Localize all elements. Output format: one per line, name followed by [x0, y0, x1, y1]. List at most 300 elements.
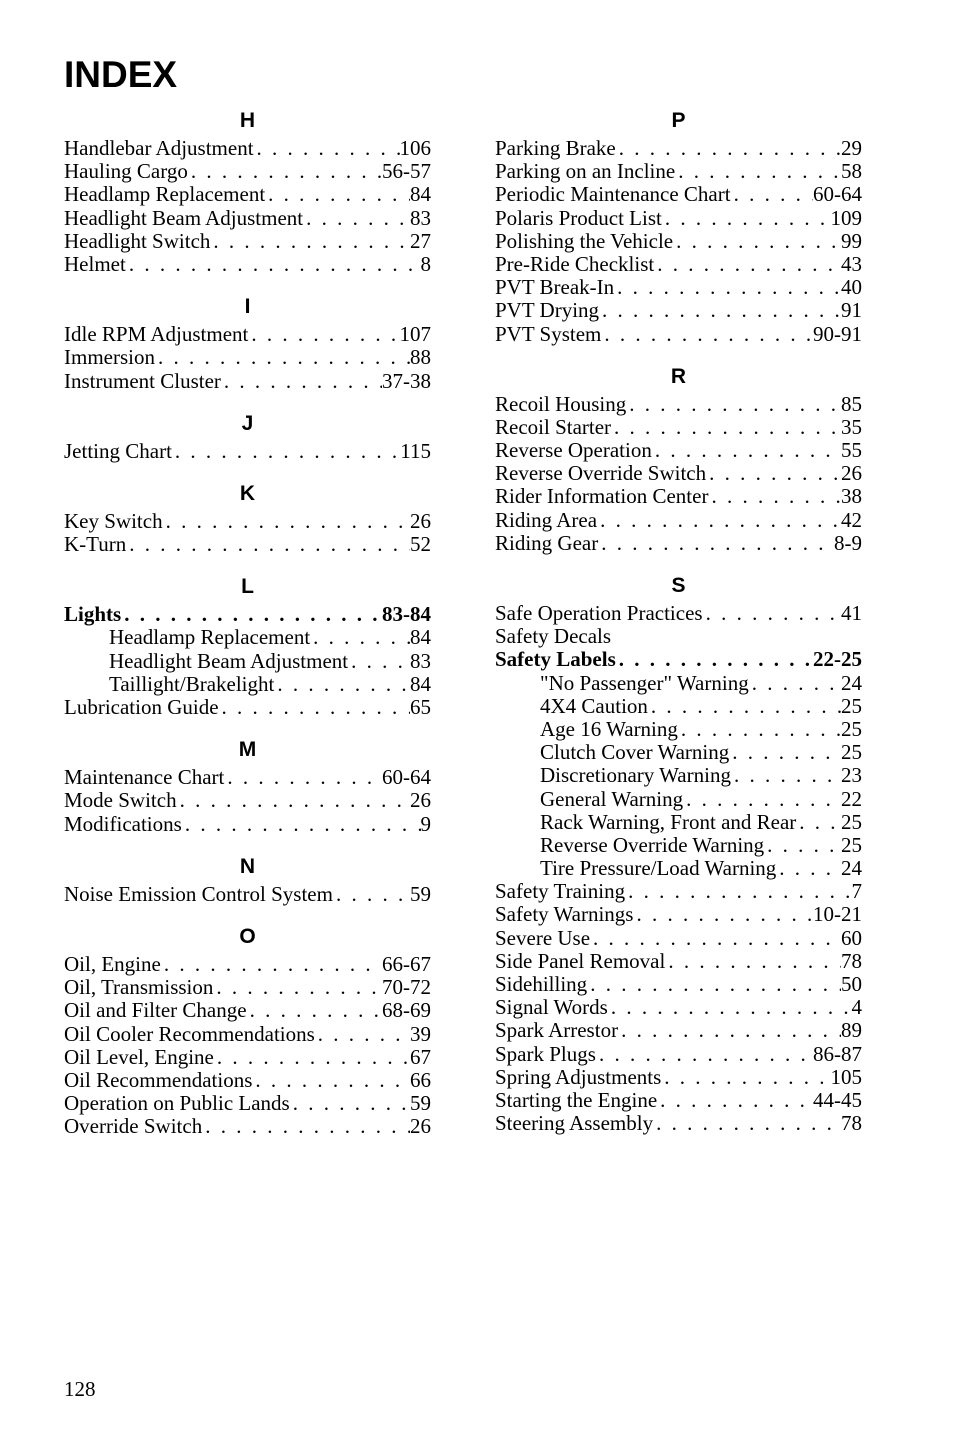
index-subentry [495, 718, 862, 741]
entry-pages: 65 [410, 696, 431, 719]
entry-pages: 59 [410, 1092, 431, 1116]
entry-label: Periodic Maintenance Chart [495, 183, 731, 207]
section-letter: I [244, 295, 251, 319]
entry-label: Rack Warning, Front and Rear [540, 810, 797, 834]
entry-label: Handlebar Adjustment [64, 137, 254, 160]
entry-label: Reverse Override Switch [495, 462, 707, 486]
index-section [64, 407, 431, 463]
entry-pages: 44-45 [813, 1088, 862, 1112]
entry-pages: 25 [841, 717, 862, 741]
entry-label: Starting the Engine [495, 1088, 658, 1112]
index-column-left [64, 104, 431, 1138]
index-entry [64, 766, 431, 789]
dot-leader [121, 603, 382, 626]
index-entry [64, 230, 431, 253]
entry-pages: 22 [841, 787, 862, 811]
entry-label: Reverse Operation [495, 439, 652, 463]
entry-label: Parking on an Incline [495, 160, 676, 184]
entry-list [64, 440, 431, 463]
entry-label: Oil Recommendations [64, 1068, 253, 1092]
index-entry [64, 370, 431, 393]
entry-label: Spark Arrestor [495, 1019, 619, 1043]
dot-leader [654, 253, 841, 276]
dot-leader [652, 439, 841, 462]
dot-leader [290, 1092, 410, 1115]
index-section [64, 104, 431, 276]
entry-pages: 25 [841, 810, 862, 834]
dot-leader [315, 1023, 410, 1046]
dot-leader [163, 510, 410, 533]
index-entry [64, 1046, 431, 1069]
index-entry [495, 416, 862, 439]
index-entry [64, 1069, 431, 1092]
entry-pages: 52 [410, 533, 431, 557]
dot-leader [673, 230, 841, 253]
dot-leader [587, 973, 841, 996]
entry-pages: 68-69 [382, 999, 431, 1023]
entry-pages: 41 [841, 602, 862, 625]
entry-label: Headlight Beam Adjustment [64, 206, 304, 230]
dot-leader [626, 393, 841, 416]
entry-pages: 89 [841, 1019, 862, 1043]
dot-leader [596, 1043, 813, 1066]
entry-label: Lights [64, 603, 122, 627]
dot-leader [303, 207, 410, 230]
dot-leader [172, 440, 400, 463]
index-subentry [495, 834, 862, 857]
entry-label: Sidehilling [495, 973, 588, 996]
section-letter: P [671, 109, 686, 132]
entry-pages: 9 [420, 812, 431, 836]
entry-label: PVT System [495, 322, 602, 346]
index-entry [64, 999, 431, 1022]
section-spacer [64, 393, 431, 407]
dot-leader [611, 416, 841, 439]
entry-label: Oil Level, Engine [64, 1045, 214, 1069]
entry-pages: 25 [841, 833, 862, 857]
entry-label: Taillight/Brakelight [109, 672, 275, 696]
index-entry [495, 1089, 862, 1112]
index-section [495, 104, 862, 346]
entry-list [495, 393, 862, 555]
entry-label: Spring Adjustments [495, 1065, 662, 1089]
entry-pages: 26 [841, 462, 862, 486]
entry-label: Hauling Cargo [64, 160, 188, 184]
entry-label: Steering Assembly [495, 1112, 654, 1136]
entry-label: Pre-Ride Checklist [495, 252, 655, 276]
entry-pages: 60 [841, 926, 862, 950]
index-section [64, 290, 431, 393]
index-subentry [64, 626, 431, 649]
index-subentry [495, 672, 862, 695]
index-entry [64, 883, 431, 906]
entry-label: Instrument Cluster [64, 369, 221, 393]
dot-leader [633, 903, 813, 926]
dot-leader [776, 857, 841, 880]
entry-label: Mode Switch [64, 789, 177, 813]
entry-label: Noise Emission Control System [64, 882, 333, 906]
entry-label: Discretionary Warning [540, 764, 731, 788]
dot-leader [219, 696, 410, 719]
index-entry [495, 973, 862, 996]
entry-label: Headlight Beam Adjustment [109, 649, 349, 673]
dot-leader [601, 323, 813, 346]
index-entry [495, 299, 862, 322]
index-entry [64, 346, 431, 369]
entry-pages: 27 [410, 229, 431, 253]
entry-label: General Warning [540, 787, 684, 811]
index-entry [64, 813, 431, 836]
section-spacer [495, 555, 862, 569]
entry-pages: 78 [841, 949, 862, 973]
entry-label: Modifications [64, 812, 182, 836]
entry-pages: 10-21 [813, 903, 862, 927]
index-subentry [495, 764, 862, 787]
entry-label: Side Panel Removal [495, 949, 666, 973]
section-spacer [64, 719, 431, 733]
index-section [495, 360, 862, 555]
dot-leader [731, 183, 813, 206]
dot-leader [706, 462, 841, 485]
entry-pages: 106 [399, 137, 431, 160]
dot-leader [657, 1089, 813, 1112]
entry-label: Parking Brake [495, 137, 616, 160]
index-entry [64, 533, 431, 556]
dot-leader [224, 766, 382, 789]
entry-pages: 85 [841, 392, 862, 416]
index-entry [495, 462, 862, 485]
dot-leader [703, 602, 841, 625]
dot-leader [616, 137, 841, 160]
index-entry [64, 440, 431, 463]
index-entry [64, 1092, 431, 1115]
dot-leader [188, 160, 382, 183]
dot-leader [653, 1112, 841, 1135]
page-title: INDEX [64, 54, 178, 95]
dot-leader [661, 1066, 830, 1089]
index-entry [64, 696, 431, 719]
entry-pages: 37-38 [382, 369, 431, 393]
index-entry [495, 602, 862, 625]
entry-pages: 4 [851, 996, 862, 1020]
section-letter: M [238, 738, 257, 762]
index-column-right [495, 104, 862, 1135]
index-entry [495, 996, 862, 1019]
entry-pages: 70-72 [382, 976, 431, 1000]
index-entry [495, 137, 862, 160]
index-subentry [495, 811, 862, 834]
index-entry [495, 509, 862, 532]
entry-label: Helmet [64, 252, 126, 276]
dot-leader [126, 533, 410, 556]
entry-label: Headlight Switch [64, 229, 211, 253]
entry-label: Safety Labels [495, 648, 616, 672]
entry-label: Oil, Engine [64, 952, 161, 976]
index-entry [495, 880, 862, 903]
entry-pages: 67 [410, 1045, 431, 1069]
dot-leader [177, 789, 410, 812]
dot-leader [678, 718, 841, 741]
entry-label: PVT Break-In [495, 276, 615, 300]
dot-leader [221, 370, 382, 393]
index-entry [64, 1023, 431, 1046]
entry-label: Safety Decals [495, 625, 612, 649]
dot-leader [254, 137, 400, 160]
entry-label: Oil Cooler Recommendations [64, 1022, 315, 1046]
index-section [495, 569, 862, 1135]
entry-label: Immersion [64, 346, 155, 370]
section-letter: J [241, 411, 254, 435]
entry-label: Safety Training [495, 880, 626, 904]
dot-leader [348, 650, 410, 673]
index-entry [495, 1019, 862, 1042]
dot-leader [749, 672, 841, 695]
entry-label: Key Switch [64, 509, 163, 533]
entry-pages: 107 [399, 323, 431, 347]
index-section [64, 920, 431, 1139]
entry-label: Lubrication Guide [64, 696, 219, 719]
index-entry [64, 183, 431, 206]
entry-pages: 59 [410, 882, 431, 906]
section-letter: S [671, 574, 686, 597]
index-entry [495, 160, 862, 183]
entry-pages: 58 [841, 160, 862, 184]
entry-pages: 29 [841, 137, 862, 160]
entry-list [64, 137, 431, 276]
index-entry [64, 953, 431, 976]
dot-leader [608, 996, 852, 1019]
entry-label: Reverse Override Warning [540, 833, 765, 857]
entry-pages: 43 [841, 252, 862, 276]
entry-label: Spark Plugs [495, 1042, 596, 1066]
entry-label: Maintenance Chart [64, 766, 225, 790]
entry-pages: 60-64 [382, 766, 431, 790]
entry-pages: 66-67 [382, 952, 431, 976]
entry-list [64, 510, 431, 556]
index-entry [495, 648, 862, 671]
dot-leader [764, 834, 841, 857]
dot-leader [248, 323, 399, 346]
entry-pages: 39 [410, 1022, 431, 1046]
section-spacer [64, 836, 431, 850]
entry-label: Polaris Product List [495, 206, 662, 230]
dot-leader [618, 1019, 841, 1042]
index-entry [495, 230, 862, 253]
entry-label: Polishing the Vehicle [495, 229, 674, 253]
section-letter: H [239, 109, 256, 132]
entry-label: "No Passenger" Warning [540, 671, 749, 695]
entry-label: Riding Area [495, 508, 598, 532]
entry-pages: 26 [410, 1115, 431, 1139]
dot-leader [274, 673, 410, 696]
entry-label: Severe Use [495, 926, 591, 950]
page-number: 128 [64, 1377, 96, 1401]
entry-label: Recoil Housing [495, 392, 627, 416]
dot-leader [675, 160, 841, 183]
index-entry [495, 439, 862, 462]
dot-leader [265, 183, 410, 206]
entry-label: Riding Gear [495, 531, 599, 555]
dot-leader [202, 1115, 410, 1138]
index-subentry [64, 650, 431, 673]
dot-leader [310, 626, 410, 649]
entry-label: Jetting Chart [64, 439, 172, 463]
index-entry [64, 1115, 431, 1138]
entry-label: Operation on Public Lands [64, 1092, 290, 1116]
dot-leader [597, 509, 841, 532]
entry-pages: 50 [841, 973, 862, 996]
index-section [64, 850, 431, 906]
entry-pages: 83-84 [382, 603, 431, 627]
entry-label: Headlamp Replacement [64, 183, 266, 207]
entry-pages: 40 [841, 276, 862, 300]
entry-list [64, 766, 431, 836]
entry-pages: 115 [400, 439, 431, 463]
dot-leader [614, 276, 841, 299]
index-section [64, 733, 431, 836]
index-subentry [495, 857, 862, 880]
index-entry [64, 137, 431, 160]
entry-pages: 60-64 [813, 183, 862, 207]
index-entry [64, 789, 431, 812]
entry-pages: 35 [841, 415, 862, 439]
section-letter: L [241, 575, 254, 599]
index-entry [495, 1066, 862, 1089]
entry-pages: 25 [841, 741, 862, 765]
index-subentry [64, 673, 431, 696]
entry-pages: 86-87 [813, 1042, 862, 1066]
entry-pages: 105 [830, 1065, 862, 1089]
dot-leader [126, 253, 421, 276]
index-entry [64, 253, 431, 276]
entry-label: Override Switch [64, 1115, 203, 1139]
entry-label: Tire Pressure/Load Warning [540, 857, 777, 881]
index-section [64, 477, 431, 556]
section-spacer [64, 556, 431, 570]
dot-leader [731, 764, 841, 787]
index-entry [64, 323, 431, 346]
dot-leader [213, 976, 382, 999]
entry-label: Oil and Filter Change [64, 999, 247, 1023]
index-subentry [495, 788, 862, 811]
entry-list [495, 137, 862, 346]
entry-label: Safe Operation Practices [495, 602, 703, 625]
dot-leader [665, 950, 841, 973]
entry-pages: 38 [841, 485, 862, 509]
entry-pages: 22-25 [813, 648, 862, 672]
entry-pages: 56-57 [382, 160, 431, 184]
entry-pages: 109 [830, 206, 862, 230]
section-spacer [64, 276, 431, 290]
entry-list [64, 953, 431, 1139]
section-letter: K [239, 481, 256, 505]
entry-list [64, 883, 431, 906]
dot-leader [616, 648, 813, 671]
entry-list [64, 603, 431, 719]
entry-label: Signal Words [495, 996, 608, 1020]
entry-pages: 66 [410, 1068, 431, 1092]
index-entry [495, 276, 862, 299]
entry-pages: 84 [410, 672, 431, 696]
index-entry [495, 950, 862, 973]
entry-label: 4X4 Caution [540, 694, 648, 718]
dot-leader [708, 485, 841, 508]
entry-label: K-Turn [64, 533, 127, 557]
index-entry [495, 1043, 862, 1066]
dot-leader [182, 813, 421, 836]
index-entry [495, 183, 862, 206]
entry-label: Headlamp Replacement [109, 626, 311, 650]
entry-pages: 25 [841, 694, 862, 718]
entry-pages: 78 [841, 1112, 862, 1136]
entry-pages: 99 [841, 229, 862, 253]
dot-leader [252, 1069, 410, 1092]
index-subentry [495, 741, 862, 764]
entry-pages: 55 [841, 439, 862, 463]
index-entry [495, 903, 862, 926]
index-subentry [495, 695, 862, 718]
entry-list [64, 323, 431, 393]
index-entry [64, 976, 431, 999]
entry-label: Recoil Starter [495, 415, 612, 439]
section-spacer [495, 346, 862, 360]
index-entry [495, 485, 862, 508]
index-entry [64, 603, 431, 626]
entry-pages: 8-9 [834, 531, 862, 555]
entry-pages: 42 [841, 508, 862, 532]
dot-leader [625, 880, 851, 903]
entry-pages: 7 [851, 880, 862, 904]
index-entry [495, 1112, 862, 1135]
entry-pages: 91 [841, 299, 862, 323]
entry-label: Rider Information Center [495, 485, 709, 509]
dot-leader [210, 230, 410, 253]
entry-label: Clutch Cover Warning [540, 741, 730, 765]
index-entry [64, 510, 431, 533]
entry-label: Oil, Transmission [64, 976, 214, 1000]
entry-pages: 84 [410, 183, 431, 207]
index-entry [495, 393, 862, 416]
dot-leader [599, 299, 841, 322]
dot-leader [155, 346, 410, 369]
index-section [64, 570, 431, 719]
entry-pages: 24 [841, 857, 862, 881]
entry-pages: 88 [410, 346, 431, 370]
entry-pages: 26 [410, 789, 431, 813]
entry-label: Safety Warnings [495, 903, 634, 927]
entry-pages: 8 [420, 252, 431, 276]
dot-leader [648, 695, 841, 718]
index-entry [495, 323, 862, 346]
index-entry [495, 253, 862, 276]
dot-leader [161, 953, 382, 976]
entry-pages: 83 [410, 206, 431, 230]
entry-pages: 84 [410, 626, 431, 650]
index-entry [495, 532, 862, 555]
dot-leader [729, 741, 841, 764]
index-entry [64, 160, 431, 183]
index-entry [64, 207, 431, 230]
section-letter: O [239, 924, 256, 948]
section-spacer [64, 463, 431, 477]
entry-label: PVT Drying [495, 299, 600, 323]
dot-leader [796, 811, 841, 834]
dot-leader [598, 532, 834, 555]
index-entry [495, 625, 862, 648]
entry-pages: 83 [410, 649, 431, 673]
entry-label: Age 16 Warning [540, 717, 678, 741]
section-letter: N [239, 854, 256, 878]
